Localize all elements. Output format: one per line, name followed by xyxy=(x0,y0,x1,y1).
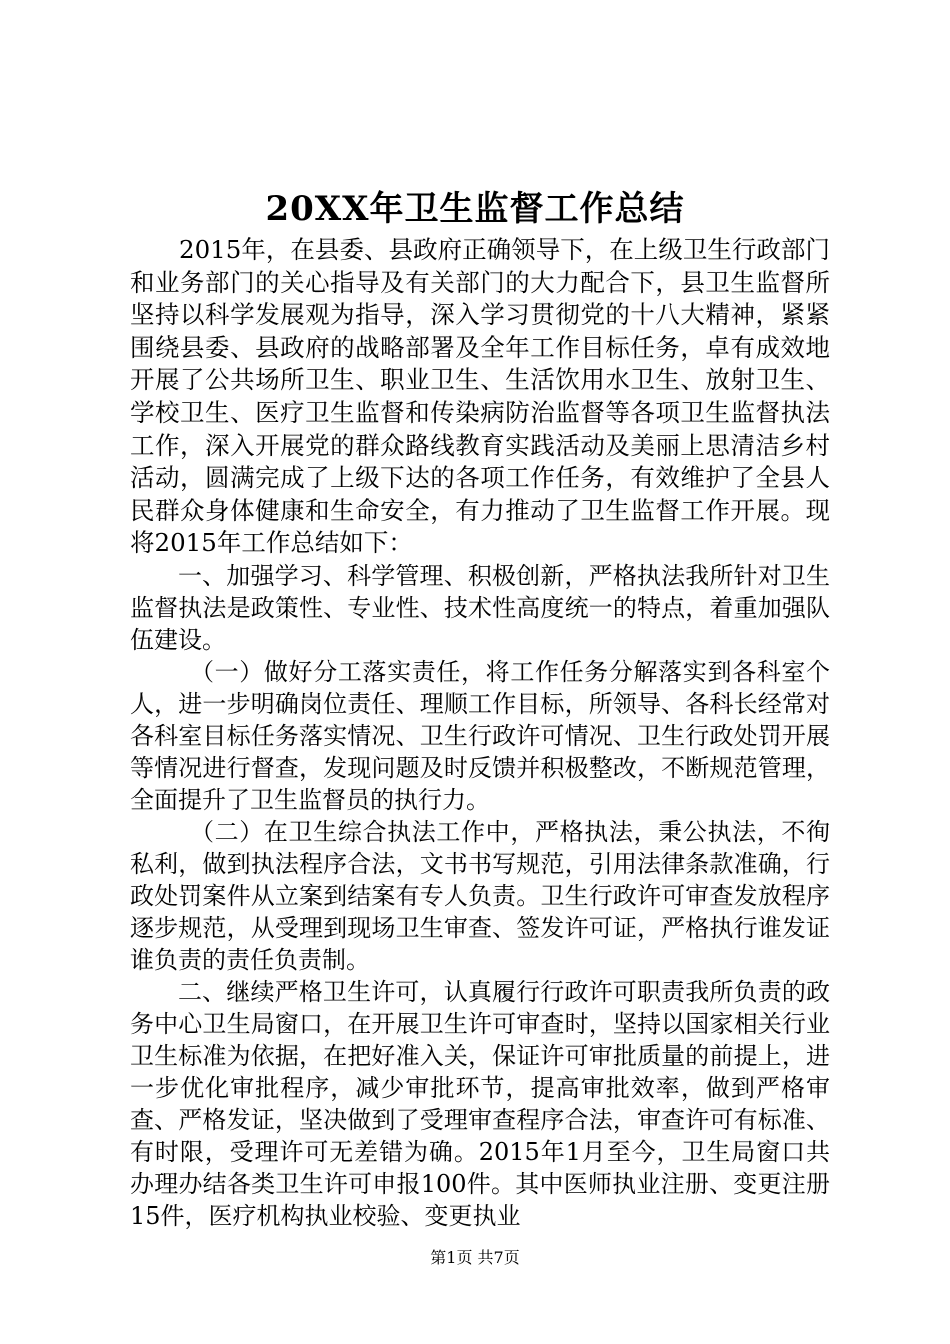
paragraph-item-two-part-a: （二）在卫生综合执法工作中，严格执法，秉公执法，不徇私利，做到执法程序合法，文书书写规范，引用法律条款准确，行政处罚案件从立案到结案有专人负责。 xyxy=(130,817,830,910)
page-number-footer: 第1页 共7页 xyxy=(430,1248,520,1267)
paragraph-section-one: 一、加强学习、科学管理、积极创新，严格执法我所针对卫生监督执法是政策性、专业性、技术性高度统一的特点，着重加强队伍建设。 xyxy=(130,561,830,654)
paragraph-item-one: （一）做好分工落实责任，将工作任务分解落实到各科室个人，进一步明确岗位责任、理顺工作目标，所领导、各科长经常对各科室目标任务落实情况、卫生行政许可情况、卫生行政处罚开展等情况进行督查，发现问题及时反馈并积极整改，不断规范管理，全面提升了卫生监督员的执行力。 xyxy=(130,657,830,814)
paragraph-section-two xyxy=(130,976,830,1232)
paragraph-section-two-part-a: 二、继续严格卫生许可，认真履行行政许可职责我所负责的政务中心卫生局窗口，在开展卫生许可审查时，坚持以国家相关行业卫生标准为依据，在把好准入关，保证许可审批质量的前提上，进一步优化审批程序，减少审批环节，提高审批效率，做到严格审查、严格发证，坚决做到了受理审查程序合法，审查许可有标准、有时限，受理许可无差错为确。 xyxy=(130,977,830,1166)
paragraph-item-two xyxy=(130,816,830,976)
paragraph-item-two-part-b: 卫生行政许可审查发放程序逐步规范，从受理到现场卫生审查、签发许可证，严格执行谁发证谁负责的责任负责制。 xyxy=(130,881,831,974)
document-title: 20XX年卫生监督工作总结 xyxy=(265,189,685,229)
paragraph-section-two-part-b: 2015年1月至今，卫生局窗口共办理办结各类卫生许可申报100件。其中医师执业注册、变更注册15件，医疗机构执业校验、变更执业 xyxy=(130,1137,830,1230)
paragraph-intro: 2015年，在县委、县政府正确领导下，在上级卫生行政部门和业务部门的关心指导及有关部门的大力配合下，县卫生监督所坚持以科学发展观为指导，深入学习贯彻党的十八大精神，紧紧围绕县委、县政府的战略部署及全年工作目标任务，卓有成效地开展了公共场所卫生、职业卫生、生活饮用水卫生、放射卫生、学校卫生、医疗卫生监督和传染病防治监督等各项卫生监督执法工作，深入开展党的群众路线教育实践活动及美丽上思清洁乡村活动，圆满完成了上级下达的各项工作任务，有效维护了全县人民群众身体健康和生命安全，有力推动了卫生监督工作开展。现将2015年工作总结如下： xyxy=(130,235,830,558)
document-body xyxy=(130,234,830,1232)
